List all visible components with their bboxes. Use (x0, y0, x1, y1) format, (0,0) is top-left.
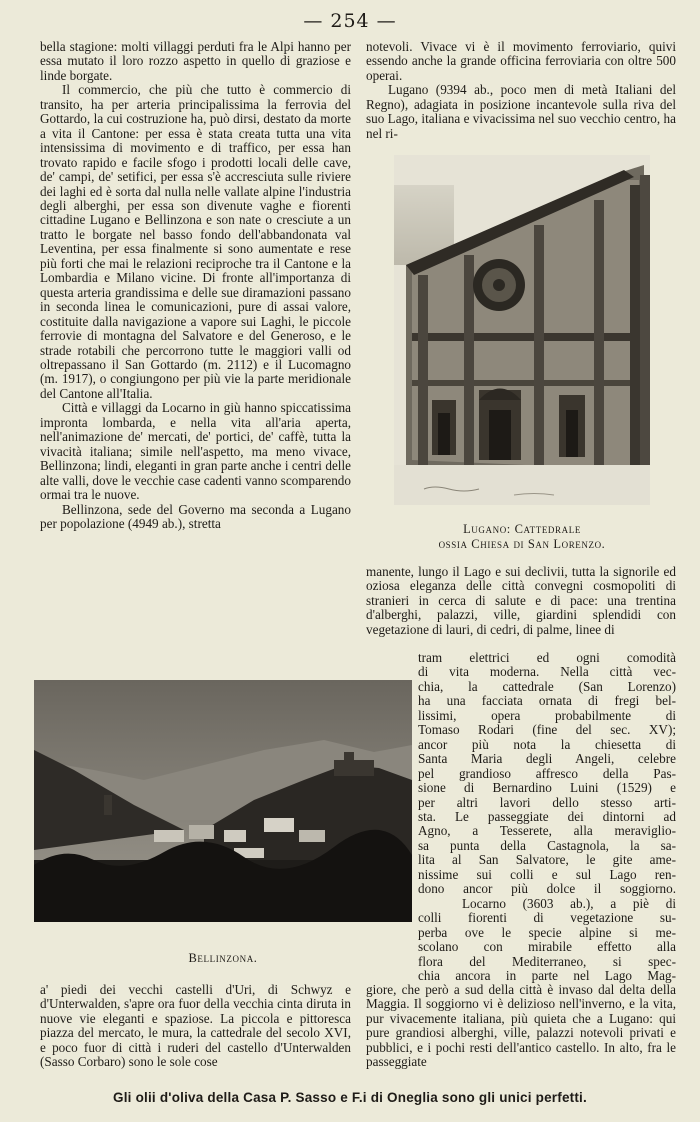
paragraph: Bellinzona, sede del Governo ma seconda a Lugano per popolazione (4949 ab.), stretta (40, 501, 351, 531)
paragraph: manente, lungo il Lago e sui declivii, tutta la signorile ed oziosa eleganza delle città convegni cosmopoliti di stranieri in cerca di salute e di pace: una trentina d'alberghi, palazzi, ville, giardini splendidi con vegetazione di lauri, di cedri, di palme, linee di (366, 564, 676, 637)
text-line: lita al San Salvatore, le gite ame- (418, 852, 676, 868)
text-line: per altri lavori dello stesso arti- (418, 794, 676, 810)
text-line: Tomaso Rodari (fine del sec. XV); (418, 722, 676, 738)
text-line: colli fiorenti di vegetazione su- (418, 910, 676, 926)
text-line: Santa Maria degli Angeli, celebre (418, 751, 676, 767)
column-left-top (40, 40, 351, 531)
text-line: lissimi, opera probabilmente di (418, 707, 676, 723)
paragraph: a' piedi dei vecchi castelli d'Uri, di Schwyz e d'Unterwalden, s'apre ora fuor della vecchia cinta diruta in nuove vie eleganti e spaziose. La piccola e pittoresca piazza del mercato, le mura, la cattedrale del secolo XVI, e poco fuor di città i ruderi del castello d'Unterwalden (Sasso Corbaro) sono le sole cose (40, 982, 351, 1070)
advertisement-footer: Gli olii d'oliva della Casa P. Sasso e F.i di Oneglia sono gli unici perfetti. (113, 1090, 587, 1105)
bellinzona-photo (34, 680, 412, 922)
caption-line: ossia Chiesa di San Lorenzo. (438, 536, 606, 551)
paragraph: Lugano (9394 ab., poco men di metà Italiani del Regno), adagiata in posizione incantevole sulla riva del suo Lago, italiana e vivacissima nel suo vecchio centro, ha nel ri- (366, 82, 676, 141)
column-left-bottom (40, 983, 351, 1070)
caption-line: Lugano: Cattedrale (463, 522, 581, 536)
text-line: sta. Le passeggiate dei dintorni ad (418, 808, 676, 824)
text-line: chia, la cattedrale (San Lorenzo) (418, 678, 676, 694)
column-right-middle (366, 565, 676, 637)
text-line: flora del Mediterraneo, si spec- (418, 953, 676, 969)
text-line: pel grandioso affresco della Pas- (418, 765, 676, 781)
text-line: Locarno (3603 ab.), a piè di (462, 895, 676, 911)
paragraph: Il commercio, che più che tutto è commercio di transito, ha per arteria principalissima la ferrovia del Gottardo, la cui costruzione ha, può dirsi, destato da morte a vita il Cantone: per essa è stata creata tutta una vita intensissima di movimento e di traffico, per essa han trovato rapido e facile sfogo i prodotti locali delle cave, de' campi, de' setifici, per essa s'è accresciuta sulle riviere dei laghi ed è sorta dal nulla nelle vallate alpine l'industria degli alberghi, per essa son divenute vaghe e fiorenti cittadine Lugano e Bellinzona e son nate o cresciute a un tratto le borgate nel basso fondo dell'abbandonata val Leventina, per essa finalmente si sono aumentate e rese più forti che mai le relazioni reciproche tra il Cantone e la Lombardia e Milano vicine. Di fronte all'importanza di questa arteria grandissima e delle sue diramazioni passano in seconda linea le comunicazioni, pure di assai valore, costituite dalla navigazione a vapore sui Laghi, le piccole ferrovie di montagna del Salvatore e del Generoso, e le strade rotabili che percorrono tutte le maggiori valli od oltrepassano il San Gottardo (m. 2112) e il Lucomagno (m. 1917), o congiungono per più vie la parte meridionale del Cantone all'Italia. (40, 82, 351, 401)
column-right-top (366, 40, 676, 141)
cathedral-photo (394, 155, 650, 505)
page-number: — 254 — (303, 10, 397, 32)
text-line: sa punta della Castagnola, la sa- (418, 837, 676, 853)
paragraph: bella stagione: molti villaggi perduti fra le Alpi hanno per essa mutato il loro rozzo aspetto in quello di graziose e linde borgate. (40, 39, 351, 83)
paragraph: giore, che però a sud della città è invaso dal delta della Maggia. Il soggiorno vi è delizioso nell'inverno, e la vita, pur vivacemente italiana, più quieta che a Lugano: qui pure grandiosi alberghi, ville, palazzi notevoli privati e pubblici, e i pochi resti dell'antico castello. In alto, fra le passeggiate (366, 982, 676, 1070)
column-right-narrow (418, 651, 676, 983)
text-line: dono ancor più dolce il soggiorno. (418, 881, 676, 897)
text-line: chia ancora in parte nel Lago Mag- (418, 967, 676, 983)
text-line: ancor più nota la chiesetta di (418, 736, 676, 752)
text-line: ha una facciata ornata di fregi bel- (418, 693, 676, 709)
text-line: sione di Bernardino Luini (1529) e (418, 780, 676, 796)
text-line: tram elettrici ed ogni comodità (418, 650, 676, 665)
text-line: Agno, a Tesserete, alla meraviglio- (418, 823, 676, 839)
text-line: perba ove le specie alpine si me- (418, 924, 676, 940)
text-line: scolano con mirabile effetto alla (418, 939, 676, 955)
paragraph: notevoli. Vivace vi è il movimento ferroviario, quivi essendo anche la grande officina ferroviaria con oltre 500 operai. (366, 39, 676, 83)
paragraph: Città e villaggi da Locarno in giù hanno spiccatissima impronta lombarda, e nella vita all'aria aperta, nell'animazione de' mercati, de' portici, de' caffè, tutta la vivacità italiana; simile nell'aspetto, ma meno vivace, Bellinzona; lindi, eleganti in gran parte anche i centri delle alte valli, dove le vecchie case cadenti vanno scomparendo ormai tra le nuove. (40, 400, 351, 503)
bellinzona-caption: Bellinzona. (188, 951, 258, 965)
text-line: nissime sui colli e sul Lago ren- (418, 866, 676, 882)
text-line: di vita moderna. Nella città vec- (418, 664, 676, 680)
column-right-bottom (366, 983, 676, 1070)
cathedral-caption (394, 522, 650, 551)
